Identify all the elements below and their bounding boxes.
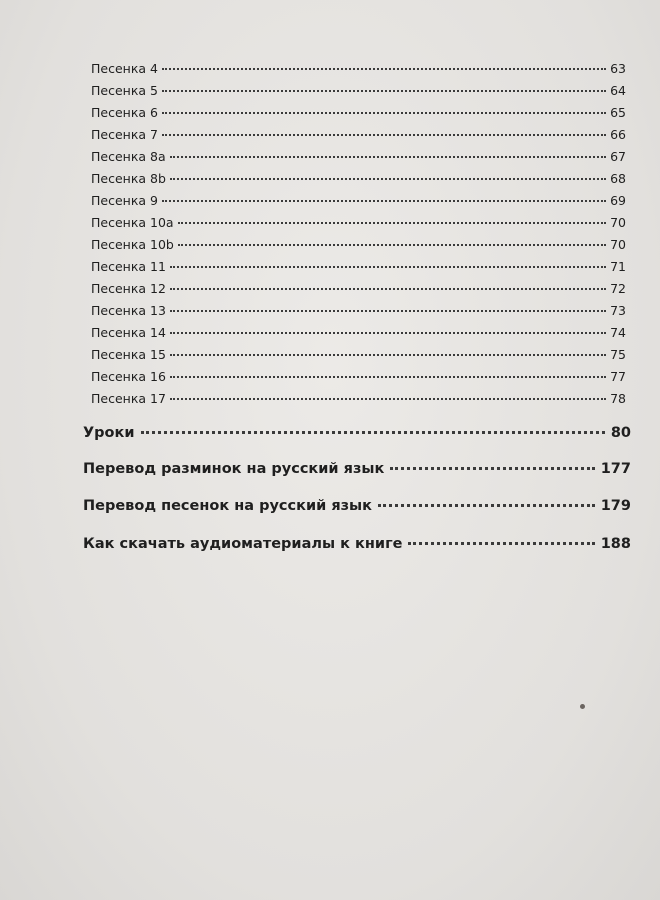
dot-leader [170, 178, 606, 180]
toc-section-lessons [83, 425, 631, 447]
toc-entry-song-8b [91, 171, 626, 191]
dot-leader [170, 310, 606, 312]
toc-entry-label: Песенка 6 [91, 105, 158, 120]
dot-leader [178, 244, 606, 246]
dot-leader [162, 112, 606, 114]
toc-section-label: Как скачать аудиоматериалы к книге [83, 536, 403, 552]
toc-entry-page: 67 [610, 149, 626, 164]
toc-entry-label: Песенка 8b [91, 171, 166, 186]
toc-entry-label: Песенка 13 [91, 303, 166, 318]
toc-entry-page: 77 [610, 369, 626, 384]
dot-leader [170, 266, 606, 268]
toc-entry-page: 66 [610, 127, 626, 142]
dot-leader [170, 354, 606, 356]
toc-entry-song-16 [91, 369, 626, 389]
toc-entry-page: 63 [610, 61, 626, 76]
toc-section-song-translation [83, 498, 631, 520]
dot-leader [141, 431, 605, 434]
toc-entry-label: Песенка 12 [91, 281, 166, 296]
dot-leader [170, 288, 606, 290]
toc-entry-song-14 [91, 325, 626, 345]
toc-entry-song-13 [91, 303, 626, 323]
dot-leader [162, 68, 606, 70]
toc-entry-page: 74 [610, 325, 626, 340]
toc-entry-page: 69 [610, 193, 626, 208]
toc-entry-page: 68 [610, 171, 626, 186]
dot-leader [378, 504, 595, 507]
toc-entry-label: Песенка 16 [91, 369, 166, 384]
toc-entry-label: Песенка 10b [91, 237, 174, 252]
toc-entry-page: 73 [610, 303, 626, 318]
dot-leader [170, 376, 606, 378]
toc-entry-song-6 [91, 105, 626, 125]
dot-leader [390, 467, 594, 470]
toc-entry-song-5 [91, 83, 626, 103]
toc-entry-song-8a [91, 149, 626, 169]
dot-leader [178, 222, 607, 224]
toc-entry-label: Песенка 5 [91, 83, 158, 98]
toc-entry-song-12 [91, 281, 626, 301]
toc-entry-page: 75 [610, 347, 626, 362]
toc-entry-page: 70 [610, 237, 626, 252]
toc-entry-page: 64 [610, 83, 626, 98]
dot-leader [170, 398, 606, 400]
toc-entry-song-10b [91, 237, 626, 257]
paper-speck [580, 704, 585, 709]
toc-entry-page: 65 [610, 105, 626, 120]
dot-leader [162, 90, 606, 92]
toc-section-warmup-translation [83, 461, 631, 483]
toc-section-page: 177 [600, 461, 631, 477]
dot-leader [162, 200, 606, 202]
toc-section-audio-download [83, 536, 631, 558]
toc-entry-page: 70 [610, 215, 626, 230]
toc-entry-label: Песенка 10a [91, 215, 174, 230]
toc-entry-label: Песенка 11 [91, 259, 166, 274]
toc-section-page: 80 [610, 425, 631, 441]
toc-section-label: Перевод песенок на русский язык [83, 498, 373, 514]
toc-entry-label: Песенка 4 [91, 61, 158, 76]
toc-entry-label: Песенка 15 [91, 347, 166, 362]
toc-entry-song-7 [91, 127, 626, 147]
toc-entry-song-4 [91, 61, 626, 81]
toc-entry-song-11 [91, 259, 626, 279]
toc-entry-song-15 [91, 347, 626, 367]
toc-entry-page: 72 [610, 281, 626, 296]
toc-section-label: Перевод разминок на русский язык [83, 461, 385, 477]
toc-entry-song-17 [91, 391, 626, 411]
dot-leader [162, 134, 606, 136]
toc-entry-page: 78 [610, 391, 626, 406]
toc-entry-song-10a [91, 215, 626, 235]
toc-entry-label: Песенка 17 [91, 391, 166, 406]
dot-leader [408, 542, 594, 545]
toc-section-page: 179 [600, 498, 631, 514]
dot-leader [170, 332, 606, 334]
toc-entry-label: Песенка 9 [91, 193, 158, 208]
toc-entry-label: Песенка 8a [91, 149, 166, 164]
toc-entry-label: Песенка 14 [91, 325, 166, 340]
toc-section-label: Уроки [83, 425, 135, 441]
toc-section-page: 188 [600, 536, 631, 552]
toc-entry-page: 71 [610, 259, 626, 274]
toc-entry-song-9 [91, 193, 626, 213]
dot-leader [170, 156, 606, 158]
toc-entry-label: Песенка 7 [91, 127, 158, 142]
